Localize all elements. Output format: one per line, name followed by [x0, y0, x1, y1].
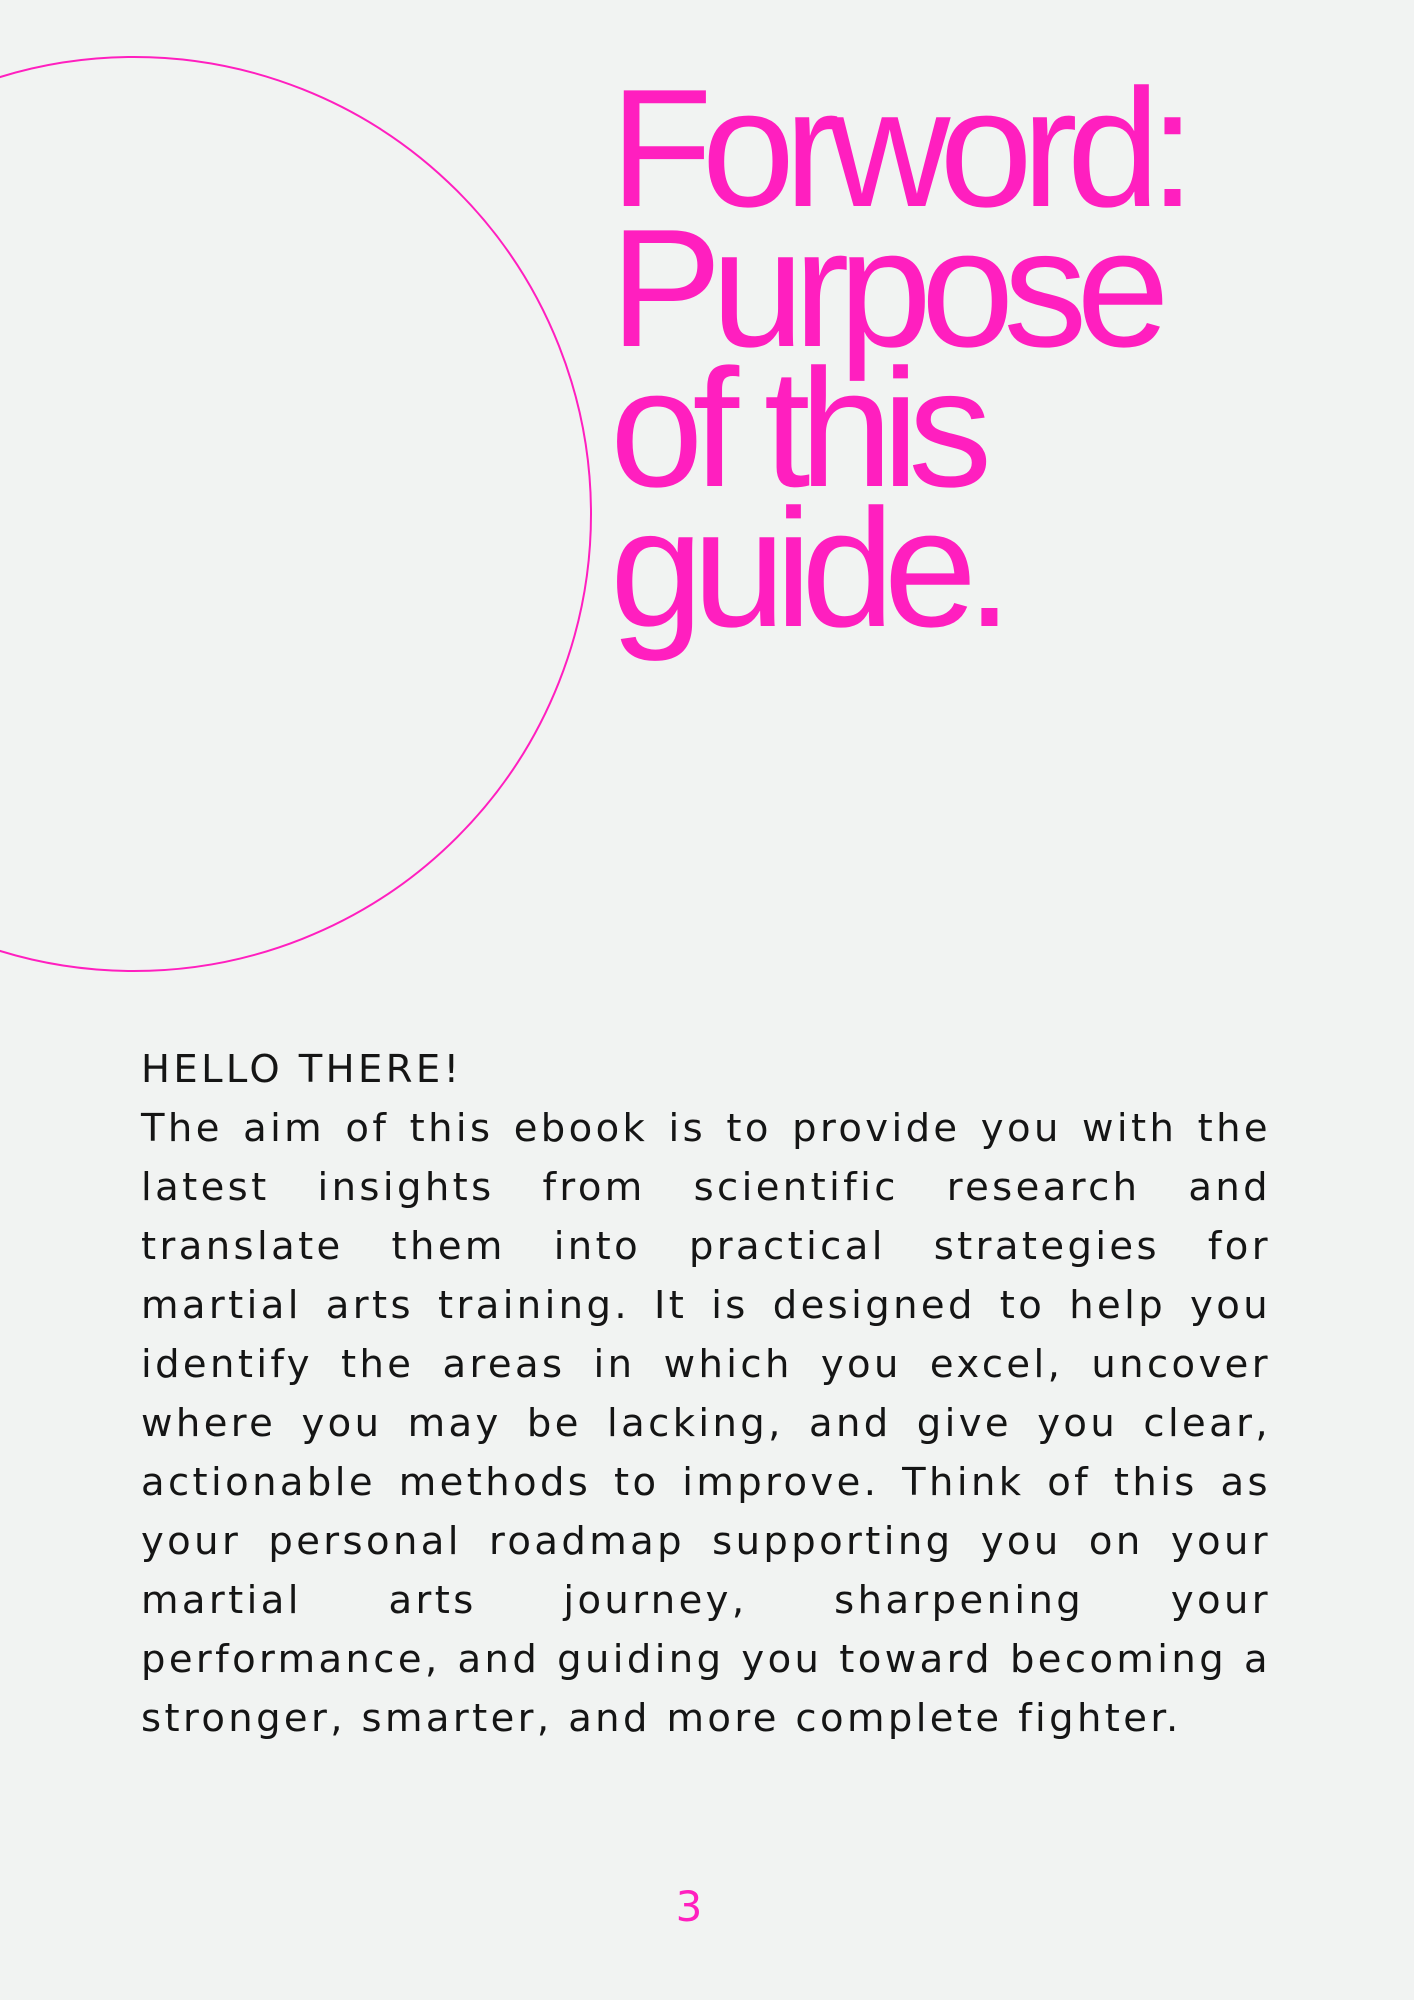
body-paragraph: The aim of this ebook is to provide you with the latest insights from scientific research and translate them into practical strategies for martial arts training. It is designed to help you identify the areas in which you excel, uncover where you may be lacking, and give you clear, actionable methods to improve. Think of this as your personal roadmap supporting you on your martial arts journey, sharpening your performance, and guiding you toward becoming a stronger, smarter, and more complete fighter.: [141, 1106, 1271, 1741]
title-line-3: of this: [610, 334, 982, 522]
greeting: HELLO THERE!: [141, 1047, 463, 1092]
title-line-4: guide.: [610, 474, 1002, 662]
decorative-circle: [0, 56, 592, 972]
body-text-block: [141, 1040, 1271, 1748]
page-title: [610, 54, 1185, 662]
title-line-1: Forword:: [610, 54, 1185, 242]
title-line-2: Purpose: [610, 194, 1159, 382]
page-number: 3: [675, 1882, 703, 1931]
